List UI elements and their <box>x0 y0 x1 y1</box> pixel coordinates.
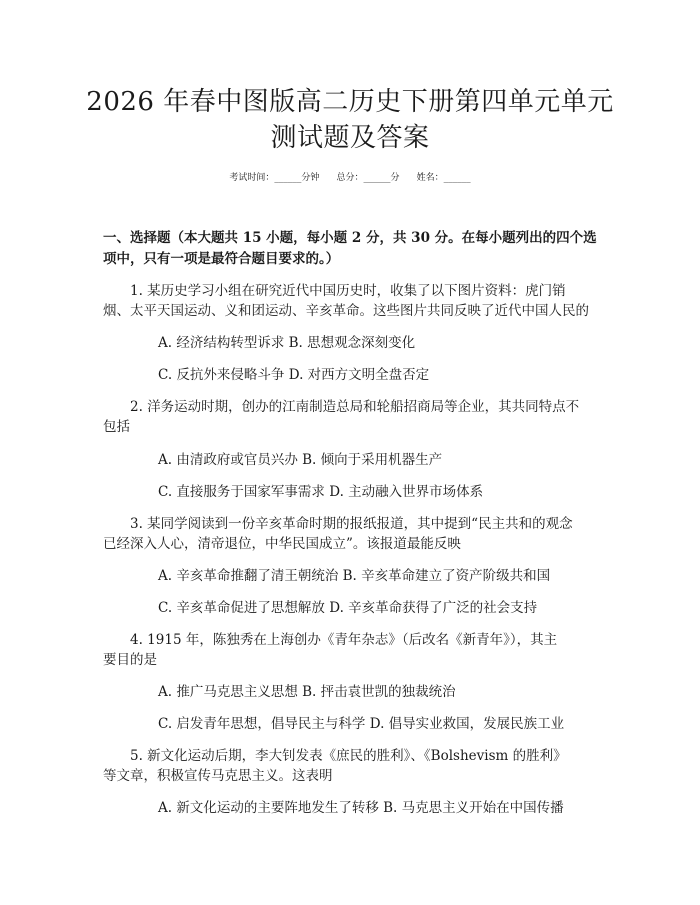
document-title-line-1: 2026 年春中图版高二历史下册第四单元单元 <box>86 87 614 117</box>
question-1-text: 1. 某历史学习小组在研究近代中国历史时，收集了以下图片资料：虎门销 <box>130 283 566 299</box>
question-4-options-cd: C. 启发青年思想，倡导民主与科学 D. 倡导实业救国，发展民族工业 <box>158 716 565 732</box>
question-1-text-cont: 烟、太平天国运动、义和团运动、辛亥革命。这些图片共同反映了近代中国人民的 <box>103 303 589 319</box>
question-3-text-cont: 已经深入人心，清帝退位，中华民国成立”。该报道最能反映 <box>103 536 461 552</box>
question-2-options-cd: C. 直接服务于国家军事需求 D. 主动融入世界市场体系 <box>158 484 484 500</box>
question-4-text-cont: 要目的是 <box>103 652 157 668</box>
question-3-options-cd: C. 辛亥革命促进了思想解放 D. 辛亥革命获得了广泛的社会支持 <box>158 600 538 616</box>
section-heading-line-2: 项中，只有一项是最符合题目要求的。） <box>103 251 340 267</box>
question-3-options-ab: A. 辛亥革命推翻了清王朝统治 B. 辛亥革命建立了资产阶级共和国 <box>158 568 551 584</box>
question-2-text: 2. 洋务运动时期，创办的江南制造总局和轮船招商局等企业，其共同特点不 <box>130 399 580 415</box>
question-4-options-ab: A. 推广马克思主义思想 B. 抨击袁世凯的独裁统治 <box>158 684 456 700</box>
document-title-line-2: 测试题及答案 <box>270 123 430 153</box>
question-5-text-cont: 等文章，积极宣传马克思主义。这表明 <box>103 768 333 784</box>
question-3-text: 3. 某同学阅读到一份辛亥革命时期的报纸报道，其中提到“民主共和的观念 <box>130 516 573 532</box>
question-5-options-ab: A. 新文化运动的主要阵地发生了转移 B. 马克思主义开始在中国传播 <box>158 800 564 816</box>
question-4-text: 4. 1915 年，陈独秀在上海创办《青年杂志》（后改名《新青年》），其主 <box>130 632 558 648</box>
exam-info-line: 考试时间：______分钟 总分：______分 姓名：______ <box>229 173 471 183</box>
question-2-options-ab: A. 由清政府或官员兴办 B. 倾向于采用机器生产 <box>158 452 443 468</box>
section-heading-line-1: 一、选择题（本大题共 15 小题，每小题 2 分，共 30 分。在每小题列出的四个选 <box>103 230 597 246</box>
question-1-options-cd: C. 反抗外来侵略斗争 D. 对西方文明全盘否定 <box>158 367 430 383</box>
question-2-text-cont: 包括 <box>103 419 130 435</box>
question-1-options-ab: A. 经济结构转型诉求 B. 思想观念深刻变化 <box>158 335 416 351</box>
question-5-text: 5. 新文化运动后期，李大钊发表《庶民的胜利》、《Bolshevism 的胜利》 <box>130 748 567 764</box>
